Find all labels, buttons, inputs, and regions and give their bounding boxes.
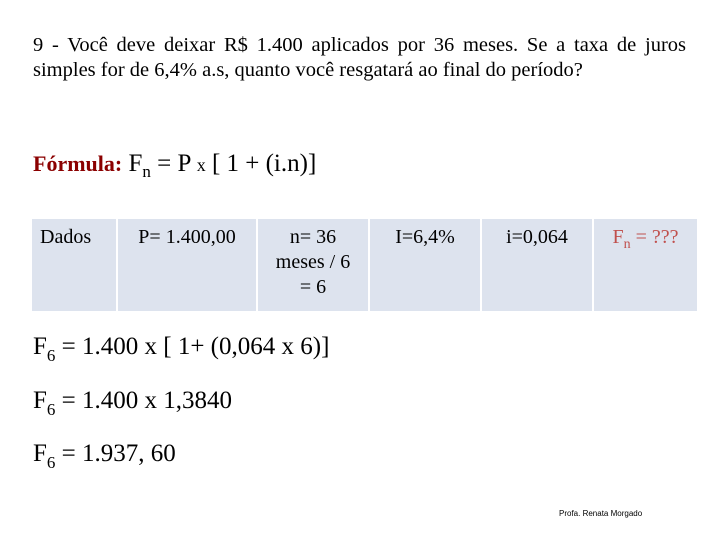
fn-rest: = ??? (630, 226, 679, 248)
cell-dados: Dados (40, 226, 92, 248)
table-row (32, 219, 697, 311)
period-line-1: n= 36 (289, 226, 337, 248)
step-f: F (33, 440, 47, 467)
formula-f-subscript: n (142, 162, 151, 181)
step-f: F (33, 333, 47, 360)
cell-future-value (593, 219, 697, 311)
period-line-2: meses / 6 (275, 251, 351, 273)
cell-rate-percent: I=6,4% (369, 219, 481, 311)
calculation-step-3 (33, 439, 176, 471)
question-text: 9 - Você deve deixar R$ 1.400 aplicados por 36 meses. Se a taxa de juros simples for de 6,4% a.s, quanto você resgatará ao final do período? (33, 34, 686, 81)
formula-mid: = P (150, 150, 197, 177)
formula-rest: [ 1 + (i.n)] (205, 150, 317, 177)
formula-f: F (128, 150, 143, 177)
step-subscript: 6 (46, 400, 56, 419)
step-expression: = 1.400 x [ 1+ (0,064 x 6)] (55, 333, 330, 360)
fn-subscript: n (623, 237, 631, 252)
author-signature: Profa. Renata Morgado (559, 509, 643, 518)
formula-label: Fórmula: (33, 151, 123, 176)
calculation-step-1 (33, 332, 329, 364)
cell-period (257, 219, 369, 311)
calculation-step-2 (33, 386, 232, 418)
period-line-3: = 6 (299, 276, 327, 298)
formula-times: x (196, 155, 206, 175)
step-subscript: 6 (46, 453, 56, 472)
data-table (32, 219, 697, 311)
step-f: F (33, 387, 47, 414)
step-expression: = 1.937, 60 (55, 440, 176, 467)
fn-f: F (612, 226, 624, 248)
step-subscript: 6 (46, 346, 56, 365)
cell-principal: P= 1.400,00 (117, 219, 257, 311)
cell-rate-decimal: i=0,064 (481, 219, 593, 311)
step-expression: = 1.400 x 1,3840 (55, 387, 233, 414)
formula (33, 147, 316, 183)
